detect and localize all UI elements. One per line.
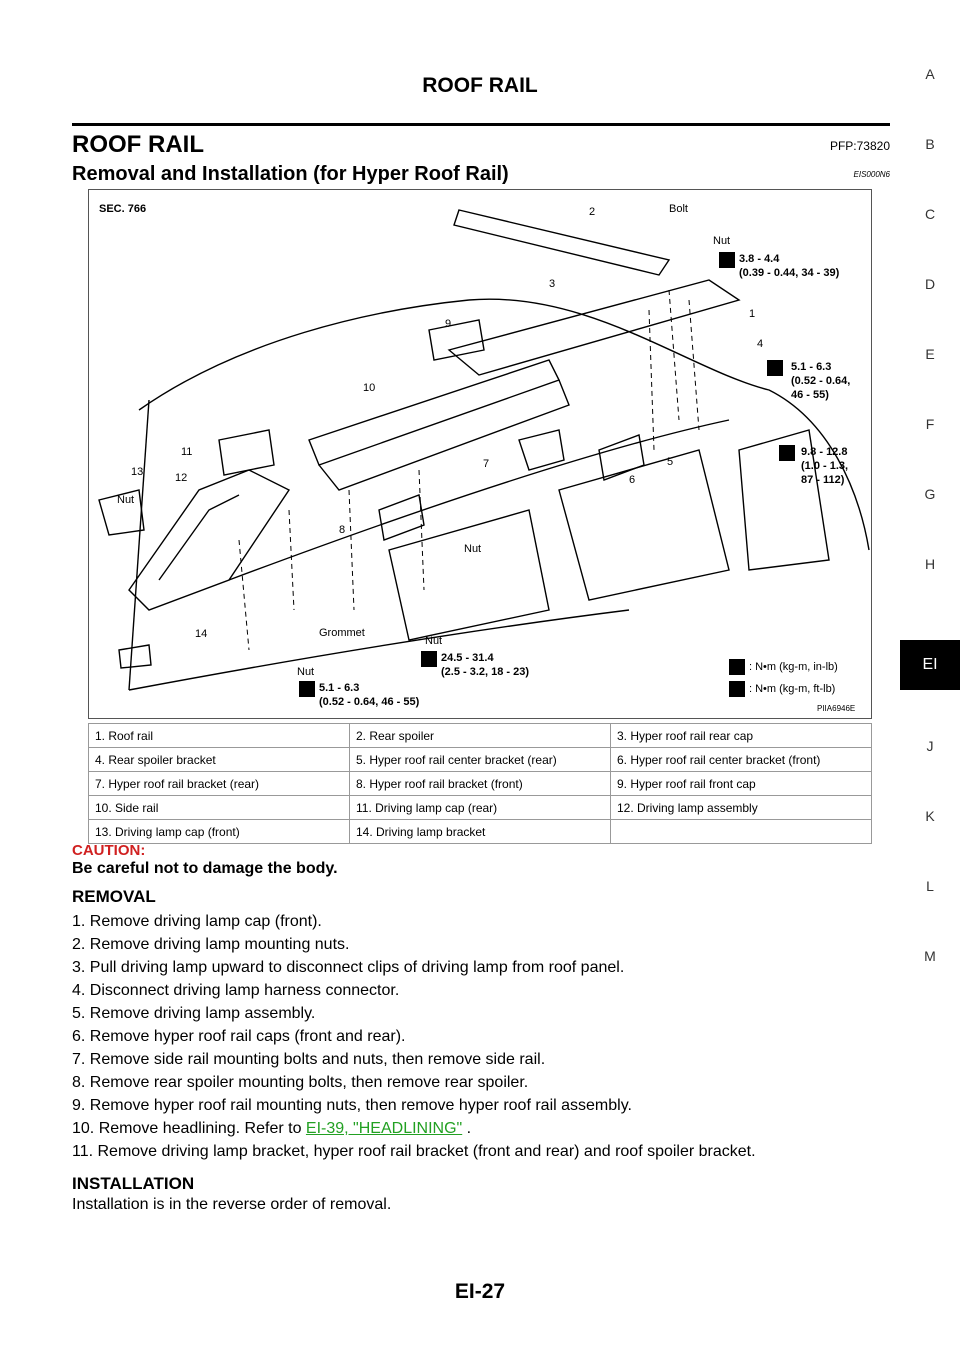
unit-legend-ftlb: : N•m (kg-m, ft-lb)	[749, 683, 836, 695]
callout-14: 14	[195, 628, 208, 640]
torque-5: 5.1 - 6.3 (0.52 - 0.64, 46 - 55)	[319, 682, 420, 708]
tab-k[interactable]: K	[925, 808, 935, 824]
callout-7: 7	[483, 458, 490, 470]
callout-9: 9	[445, 318, 452, 330]
section-title: ROOF RAIL	[72, 131, 204, 158]
callout-11: 11	[181, 446, 193, 458]
caution-heading: CAUTION:	[72, 842, 146, 859]
tab-m[interactable]: M	[924, 948, 936, 964]
subsection-code: EIS000N6	[853, 170, 890, 179]
table-row: 10. Side rail 11. Driving lamp cap (rear) 12. Driving lamp assembly	[89, 796, 872, 820]
torque-2: 5.1 - 6.3 (0.52 - 0.64, 46 - 55)	[791, 361, 851, 401]
list-item: 9. Remove hyper roof rail mounting nuts, then remove hyper roof rail assembly.	[72, 1097, 632, 1114]
tab-e[interactable]: E	[925, 346, 935, 362]
tab-c[interactable]: C	[924, 206, 936, 222]
torque-4: 24.5 - 31.4 (2.5 - 3.2, 18 - 23)	[441, 652, 530, 678]
list-item: 7. Remove side rail mounting bolts and nuts, then remove side rail.	[72, 1051, 546, 1068]
caution-text: Be careful not to damage the body.	[72, 860, 338, 877]
list-item: 6. Remove hyper roof rail caps (front and rear).	[72, 1028, 406, 1045]
list-item: 4. Disconnect driving lamp harness connector.	[72, 982, 400, 999]
tab-f[interactable]: F	[925, 416, 935, 432]
callout-10: 10	[363, 382, 376, 394]
callout-2: 2	[589, 206, 596, 218]
table-row: 4. Rear spoiler bracket 5. Hyper roof rail center bracket (rear) 6. Hyper roof rail center bracket (front)	[89, 748, 872, 772]
figure-id: PIIA6946E	[817, 704, 856, 713]
nut-label-lower-left: Nut	[297, 666, 315, 678]
grommet-label: Grommet	[319, 627, 365, 639]
pfp-code: PFP:73820	[829, 139, 890, 153]
tab-a[interactable]: A	[925, 66, 935, 82]
page-number: EI-27	[454, 1280, 506, 1303]
removal-steps	[72, 910, 756, 1163]
tab-d[interactable]: D	[924, 276, 936, 292]
nut-label-bottom: Nut	[425, 635, 443, 647]
tab-h[interactable]: H	[924, 556, 936, 572]
torque-3: 9.8 - 12.8 (1.0 - 1.3, 87 - 112)	[801, 446, 849, 486]
nut-label-top: Nut	[713, 235, 731, 247]
parts-legend-table	[88, 723, 872, 844]
callout-12: 12	[175, 472, 188, 484]
table-row: 1. Roof rail 2. Rear spoiler 3. Hyper roof rail rear cap	[89, 724, 872, 748]
installation-text: Installation is in the reverse order of removal.	[72, 1196, 392, 1213]
headlining-link[interactable]: EI-39, "HEADLINING"	[305, 1120, 463, 1137]
nut-label-mid: Nut	[464, 543, 482, 555]
list-item: 8. Remove rear spoiler mounting bolts, then remove rear spoiler.	[72, 1074, 529, 1091]
callout-4: 4	[757, 338, 764, 350]
nut-label-left: Nut	[117, 494, 135, 506]
installation-heading: INSTALLATION	[72, 1174, 195, 1193]
torque-1: 3.8 - 4.4 (0.39 - 0.44, 34 - 39)	[739, 253, 840, 279]
callout-5: 5	[667, 456, 674, 468]
list-item: 2. Remove driving lamp mounting nuts.	[72, 936, 350, 953]
tab-j[interactable]: J	[926, 738, 934, 754]
list-item: 1. Remove driving lamp cap (front).	[72, 913, 322, 930]
callout-8: 8	[339, 524, 346, 536]
removal-heading: REMOVAL	[72, 887, 156, 906]
subsection-title: Removal and Installation (for Hyper Roof Rail)	[72, 163, 509, 185]
list-item: 11. Remove driving lamp bracket, hyper roof rail bracket (front and rear) and roof spoiler bracket.	[72, 1143, 756, 1160]
table-row: 7. Hyper roof rail bracket (rear) 8. Hyper roof rail bracket (front) 9. Hyper roof rail front cap	[89, 772, 872, 796]
tab-l[interactable]: L	[926, 878, 934, 894]
callout-1: 1	[749, 308, 756, 320]
sec-label: SEC. 766	[99, 203, 147, 215]
list-item: 5. Remove driving lamp assembly.	[72, 1005, 316, 1022]
unit-legend-inlb: : N•m (kg-m, in-lb)	[749, 661, 838, 673]
callout-3: 3	[549, 278, 556, 290]
callout-6: 6	[629, 474, 636, 486]
tab-ei-active[interactable]: EI	[900, 640, 960, 690]
exploded-diagram	[88, 189, 872, 719]
callout-13: 13	[131, 466, 144, 478]
tab-g[interactable]: G	[924, 486, 936, 502]
list-item: 10. Remove headlining. Refer to EI-39, "HEADLINING" .	[72, 1120, 472, 1137]
running-head: ROOF RAIL	[422, 74, 538, 97]
list-item: 3. Pull driving lamp upward to disconnect clips of driving lamp from roof panel.	[72, 959, 625, 976]
tab-b[interactable]: B	[925, 136, 935, 152]
table-row: 13. Driving lamp cap (front) 14. Driving lamp bracket	[89, 820, 872, 844]
header-rule	[72, 123, 890, 126]
bolt-label: Bolt	[669, 203, 688, 215]
